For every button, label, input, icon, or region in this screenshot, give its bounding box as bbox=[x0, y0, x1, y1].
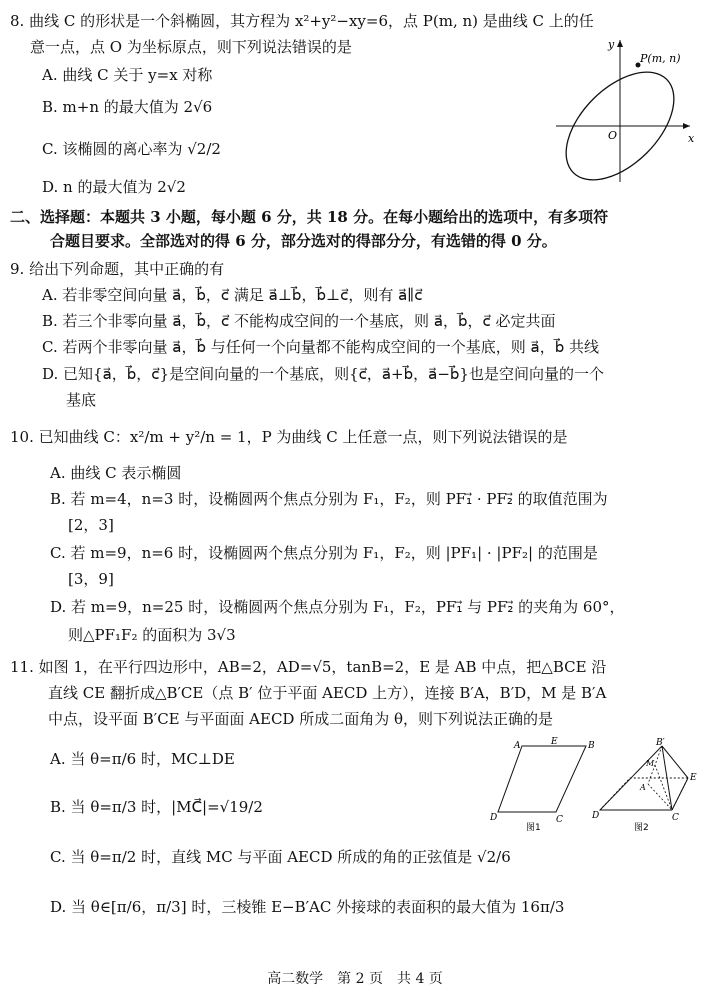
q8-stem-line1: 8. 曲线 C 的形状是一个斜椭圆，其方程为 x²+y²−xy=6，点 P(m, n) 是曲线 C 上的任 bbox=[10, 12, 594, 30]
q11-stem-line1: 11. 如图 1，在平行四边形中，AB=2，AD=√5，tanB=2，E 是 AB 中点，把△BCE 沿 bbox=[10, 658, 607, 676]
q11-figure-1 bbox=[488, 737, 595, 834]
parallelogram bbox=[498, 746, 586, 812]
q9-stem: 9. 给出下列命题，其中正确的有 bbox=[10, 260, 225, 278]
q10-option-b-line1: B. 若 m=4，n=3 时，设椭圆两个焦点分别为 F₁，F₂，则 PF₁⃗ · PF₂⃗ 的取值范围为 bbox=[50, 490, 608, 508]
q10-option-d-line1: D. 若 m=9，n=25 时，设椭圆两个焦点分别为 F₁，F₂，PF₁⃗ 与 PF₂⃗ 的夹角为 60°， bbox=[50, 598, 625, 616]
q9-option-c: C. 若两个非零向量 a⃗，b⃗ 与任何一个向量都不能构成空间的一个基底，则 a⃗，b⃗ 共线 bbox=[42, 338, 599, 356]
q11-option-c: C. 当 θ=π/2 时，直线 MC 与平面 AECD 所成的角的正弦值是 √2/6 bbox=[50, 848, 511, 866]
q8-stem-line2: 意一点，点 O 为坐标原点，则下列说法错误的是 bbox=[30, 38, 352, 56]
fig2-caption: 图2 bbox=[634, 823, 649, 833]
q10-option-c-line1: C. 若 m=9，n=6 时，设椭圆两个焦点分别为 F₁，F₂，则 |PF₁| · |PF₂| 的范围是 bbox=[50, 544, 598, 562]
fig1-label-e: E bbox=[551, 737, 558, 747]
x-axis-arrow bbox=[683, 123, 690, 129]
page-footer: 高二数学 第 2 页 共 4 页 bbox=[267, 971, 443, 987]
x-axis-label: x bbox=[688, 132, 695, 145]
edge-ce bbox=[672, 778, 688, 810]
point-p-label: P(m, n) bbox=[640, 52, 681, 65]
fig2-label-c: C bbox=[672, 813, 679, 823]
fig2-label-m: M bbox=[646, 759, 655, 768]
y-axis-arrow bbox=[617, 40, 623, 47]
q10-stem: 10. 已知曲线 C：x²/m + y²/n = 1，P 为曲线 C 上任意一点，则下列说法错误的是 bbox=[10, 428, 568, 446]
q9-option-a: A. 若非零空间向量 a⃗，b⃗，c⃗ 满足 a⃗⊥b⃗，b⃗⊥c⃗，则有 a⃗∥c⃗ bbox=[42, 286, 423, 304]
q9-option-b: B. 若三个非零向量 a⃗，b⃗，c⃗ 不能构成空间的一个基底，则 a⃗，b⃗，c⃗ 必定共面 bbox=[42, 312, 556, 330]
q9-option-d: D. 已知{a⃗，b⃗，c⃗}是空间向量的一个基底，则{c⃗，a⃗+b⃗，a⃗−b⃗}也是空间向量的一个 bbox=[42, 365, 604, 383]
q11-stem-line3: 中点，设平面 B′CE 与平面面 AECD 所成二面角为 θ，则下列说法正确的是 bbox=[48, 710, 554, 728]
fig2-label-b-prime: B′ bbox=[656, 738, 665, 748]
fig1-label-a: A bbox=[514, 741, 521, 751]
q8-ellipse-figure bbox=[548, 34, 698, 184]
fig1-label-c: C bbox=[556, 815, 563, 825]
section2-heading-line2: 合题目要求。全部选对的得 6 分，部分选对的得部分分，有选错的得 0 分。 bbox=[50, 232, 557, 250]
fig1-label-d: D bbox=[490, 813, 498, 823]
section2-heading-line1: 二、选择题：本题共 3 小题，每小题 6 分，共 18 分。在每小题给出的选项中，有多项符 bbox=[10, 208, 609, 226]
segment-mc bbox=[655, 765, 672, 810]
q10-option-a: A. 曲线 C 表示椭圆 bbox=[50, 464, 182, 482]
q8-option-b: B. m+n 的最大值为 2√6 bbox=[42, 98, 213, 116]
fig1-caption: 图1 bbox=[526, 823, 541, 833]
q11-figure-2 bbox=[590, 738, 702, 834]
q9-option-d-continued: 基底 bbox=[66, 391, 97, 409]
fig2-label-a: A bbox=[640, 783, 646, 792]
q8-option-a: A. 曲线 C 关于 y=x 对称 bbox=[42, 66, 213, 84]
q11-stem-line2: 直线 CE 翻折成△B′CE（点 B′ 位于平面 AECD 上方），连接 B′A，B′D，M 是 B′A bbox=[48, 684, 607, 702]
fig2-label-e: E bbox=[690, 773, 697, 783]
fig2-label-d: D bbox=[592, 811, 600, 821]
q10-option-c-line2: [3，9] bbox=[68, 570, 114, 588]
q11-option-b: B. 当 θ=π/3 时，|MC⃗|=√19/2 bbox=[50, 798, 263, 816]
q10-option-d-line2: 则△PF₁F₂ 的面积为 3√3 bbox=[68, 626, 236, 644]
edge-bd bbox=[600, 746, 662, 810]
q11-option-d: D. 当 θ∈[π/6，π/3] 时，三棱锥 E−B′AC 外接球的表面积的最大值为 16π/3 bbox=[50, 898, 565, 916]
fig1-label-b: B bbox=[588, 741, 595, 751]
q10-option-b-line2: [2，3] bbox=[68, 516, 114, 534]
q8-option-c: C. 该椭圆的离心率为 √2/2 bbox=[42, 140, 221, 158]
q8-option-d: D. n 的最大值为 2√2 bbox=[42, 178, 186, 196]
y-axis-label: y bbox=[608, 38, 615, 51]
q11-option-a: A. 当 θ=π/6 时，MC⊥DE bbox=[50, 750, 235, 768]
origin-label: O bbox=[608, 129, 618, 142]
